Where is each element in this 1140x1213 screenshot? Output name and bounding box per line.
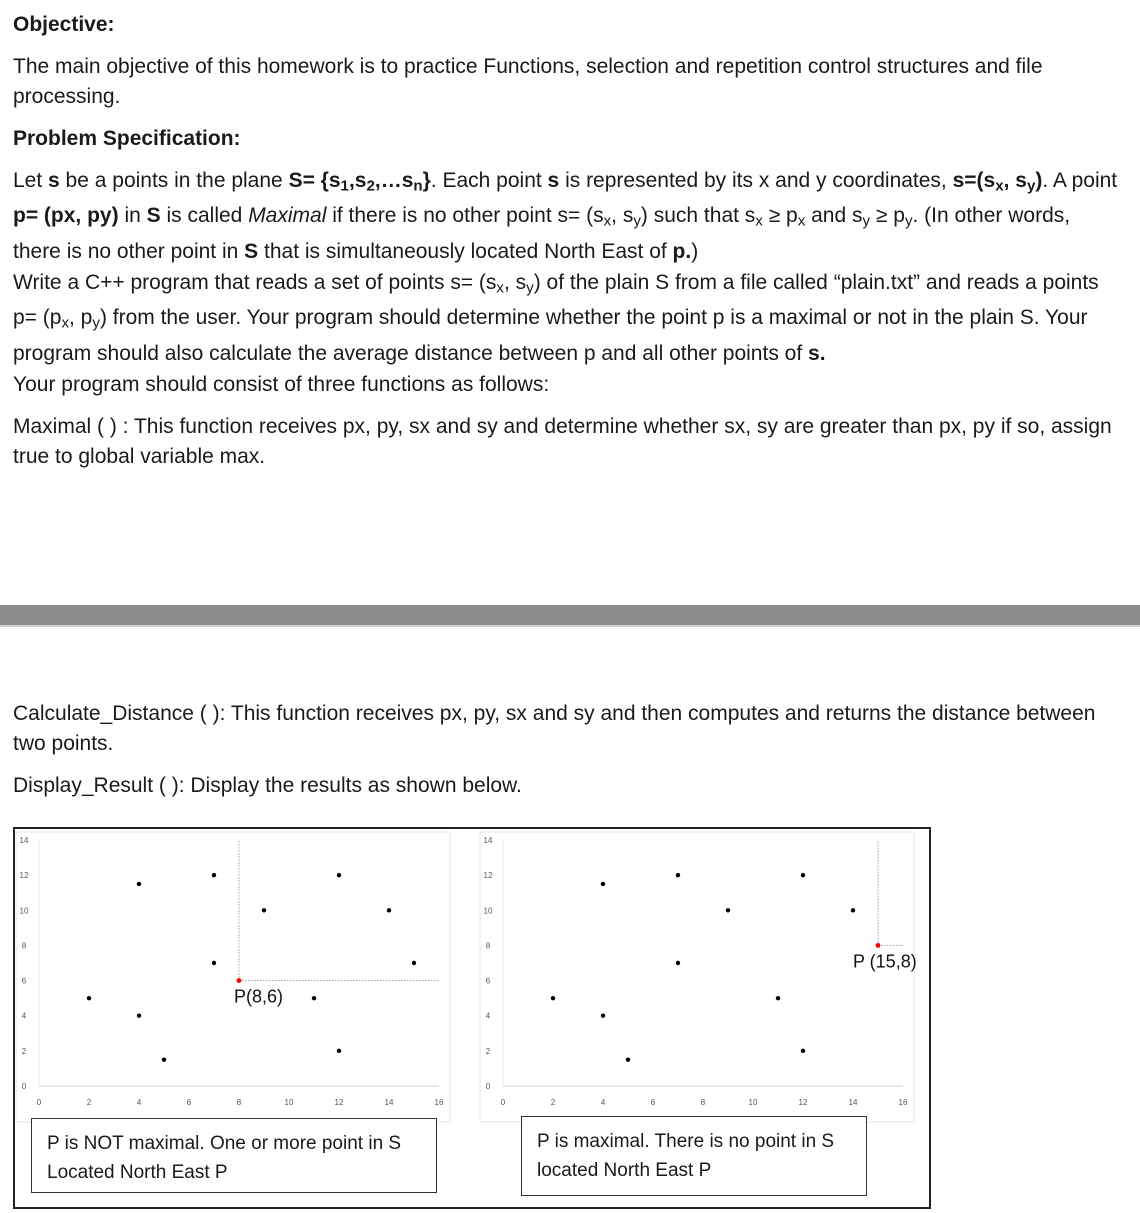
data-point <box>676 873 680 877</box>
y-tick-label: 6 <box>21 976 27 986</box>
x-tick-label: 14 <box>384 1098 394 1107</box>
caption-not-maximal-line-2: Located North East P <box>47 1162 228 1183</box>
data-point <box>412 961 416 965</box>
y-tick-label: 10 <box>19 906 29 916</box>
caption-maximal <box>521 1116 867 1196</box>
scatter-plot-not-maximal <box>14 830 454 1125</box>
data-point <box>387 908 391 912</box>
y-tick-label: 6 <box>485 976 491 986</box>
x-tick-label: 8 <box>700 1098 706 1107</box>
scatter-plot-maximal <box>478 830 918 1125</box>
y-tick-label: 10 <box>483 906 493 916</box>
data-point <box>726 908 730 912</box>
objective-heading: Objective: <box>13 13 115 36</box>
x-tick-label: 0 <box>500 1098 506 1107</box>
caption-maximal-line-1: P is maximal. There is no point in S <box>537 1131 835 1152</box>
data-point <box>87 996 91 1000</box>
data-point <box>801 873 805 877</box>
x-tick-label: 0 <box>36 1098 42 1107</box>
data-point <box>212 873 216 877</box>
y-tick-label: 12 <box>483 871 493 881</box>
y-tick-label: 14 <box>19 836 29 845</box>
highlight-point-label: P(8,6) <box>234 986 284 1007</box>
spec-heading: Problem Specification: <box>13 127 241 150</box>
spec-paragraph-3: Your program should consist of three functions as follows: <box>13 373 550 396</box>
data-point <box>212 961 216 965</box>
data-point <box>337 1049 341 1053</box>
x-tick-label: 16 <box>434 1098 444 1107</box>
data-point <box>137 1014 141 1018</box>
data-point <box>801 1049 805 1053</box>
data-point <box>851 908 855 912</box>
spec-paragraph-2: Write a C++ program that reads a set of points $s= (s_x$, $s_y$) of the plain S from a file called “plain.txt” and reads a points $p= (p_x$, $p_y$) from the user. Your program should determine whether the point p is a maximal or not in the plain S. Your program should also calculate the average distance between p and all other points of s. <box>13 271 1099 365</box>
x-tick-label: 12 <box>798 1098 808 1107</box>
data-point <box>626 1057 630 1061</box>
y-tick-label: 4 <box>21 1011 27 1021</box>
y-tick-label: 0 <box>21 1082 27 1091</box>
highlight-point-label: P (15,8) <box>853 951 917 972</box>
data-point <box>312 996 316 1000</box>
x-tick-label: 4 <box>600 1098 606 1107</box>
calculate-distance-description: Calculate_Distance ( ): This function receives px, py, sx and sy and then computes and returns the distance between two points. <box>13 702 1096 755</box>
data-point <box>601 882 605 886</box>
plot-border <box>480 832 914 1122</box>
caption-maximal-line-2: located North East P <box>537 1160 712 1181</box>
data-point <box>776 996 780 1000</box>
plot-border <box>16 832 450 1122</box>
x-tick-label: 6 <box>186 1098 192 1107</box>
x-tick-label: 16 <box>898 1098 908 1107</box>
data-point <box>551 996 555 1000</box>
data-point <box>337 873 341 877</box>
x-tick-label: 6 <box>650 1098 656 1107</box>
y-tick-label: 0 <box>485 1082 491 1091</box>
highlight-point <box>237 978 242 983</box>
x-tick-label: 8 <box>236 1098 242 1107</box>
x-tick-label: 14 <box>848 1098 858 1107</box>
spec-paragraph-1: Let s be a points in the plane $S= \{s_1,s_2,\dots s_n\}$. Each point s is represented by its x and y coordinates, $s=(s_x$, $s_y$). A point p= (px, py) in S is called Maximal if there is no other point $s= (s_x$, $s_y$) such that $s_x \ge p_x$ and $s_y \ge p_y$. (In other words, there is no other point in S that is simultaneously located North East of p.) <box>13 169 1118 263</box>
data-point <box>601 1014 605 1018</box>
x-tick-label: 4 <box>136 1098 142 1107</box>
highlight-point <box>876 943 881 948</box>
x-tick-label: 10 <box>748 1098 758 1107</box>
y-tick-label: 14 <box>483 836 493 845</box>
page-divider <box>0 605 1140 627</box>
y-tick-label: 8 <box>21 941 27 951</box>
data-point <box>676 961 680 965</box>
x-tick-label: 2 <box>86 1098 92 1107</box>
y-tick-label: 4 <box>485 1011 491 1021</box>
caption-not-maximal-line-1: P is NOT maximal. One or more point in S <box>47 1133 402 1154</box>
x-tick-label: 10 <box>284 1098 294 1107</box>
y-tick-label: 8 <box>485 941 491 951</box>
y-tick-label: 2 <box>21 1046 27 1056</box>
y-tick-label: 2 <box>485 1046 491 1056</box>
x-tick-label: 12 <box>334 1098 344 1107</box>
objective-text: The main objective of this homework is to practice Functions, selection and repetition control structures and file processing. <box>13 55 1043 108</box>
data-point <box>162 1057 166 1061</box>
caption-not-maximal <box>31 1118 437 1193</box>
x-tick-label: 2 <box>550 1098 556 1107</box>
data-point <box>262 908 266 912</box>
y-tick-label: 12 <box>19 871 29 881</box>
display-result-description: Display_Result ( ): Display the results as shown below. <box>13 774 522 797</box>
data-point <box>137 882 141 886</box>
maximal-function-description: Maximal ( ) : This function receives px, py, sx and sy and determine whether sx, sy are greater than px, py if so, assign true to global variable max. <box>13 415 1112 468</box>
